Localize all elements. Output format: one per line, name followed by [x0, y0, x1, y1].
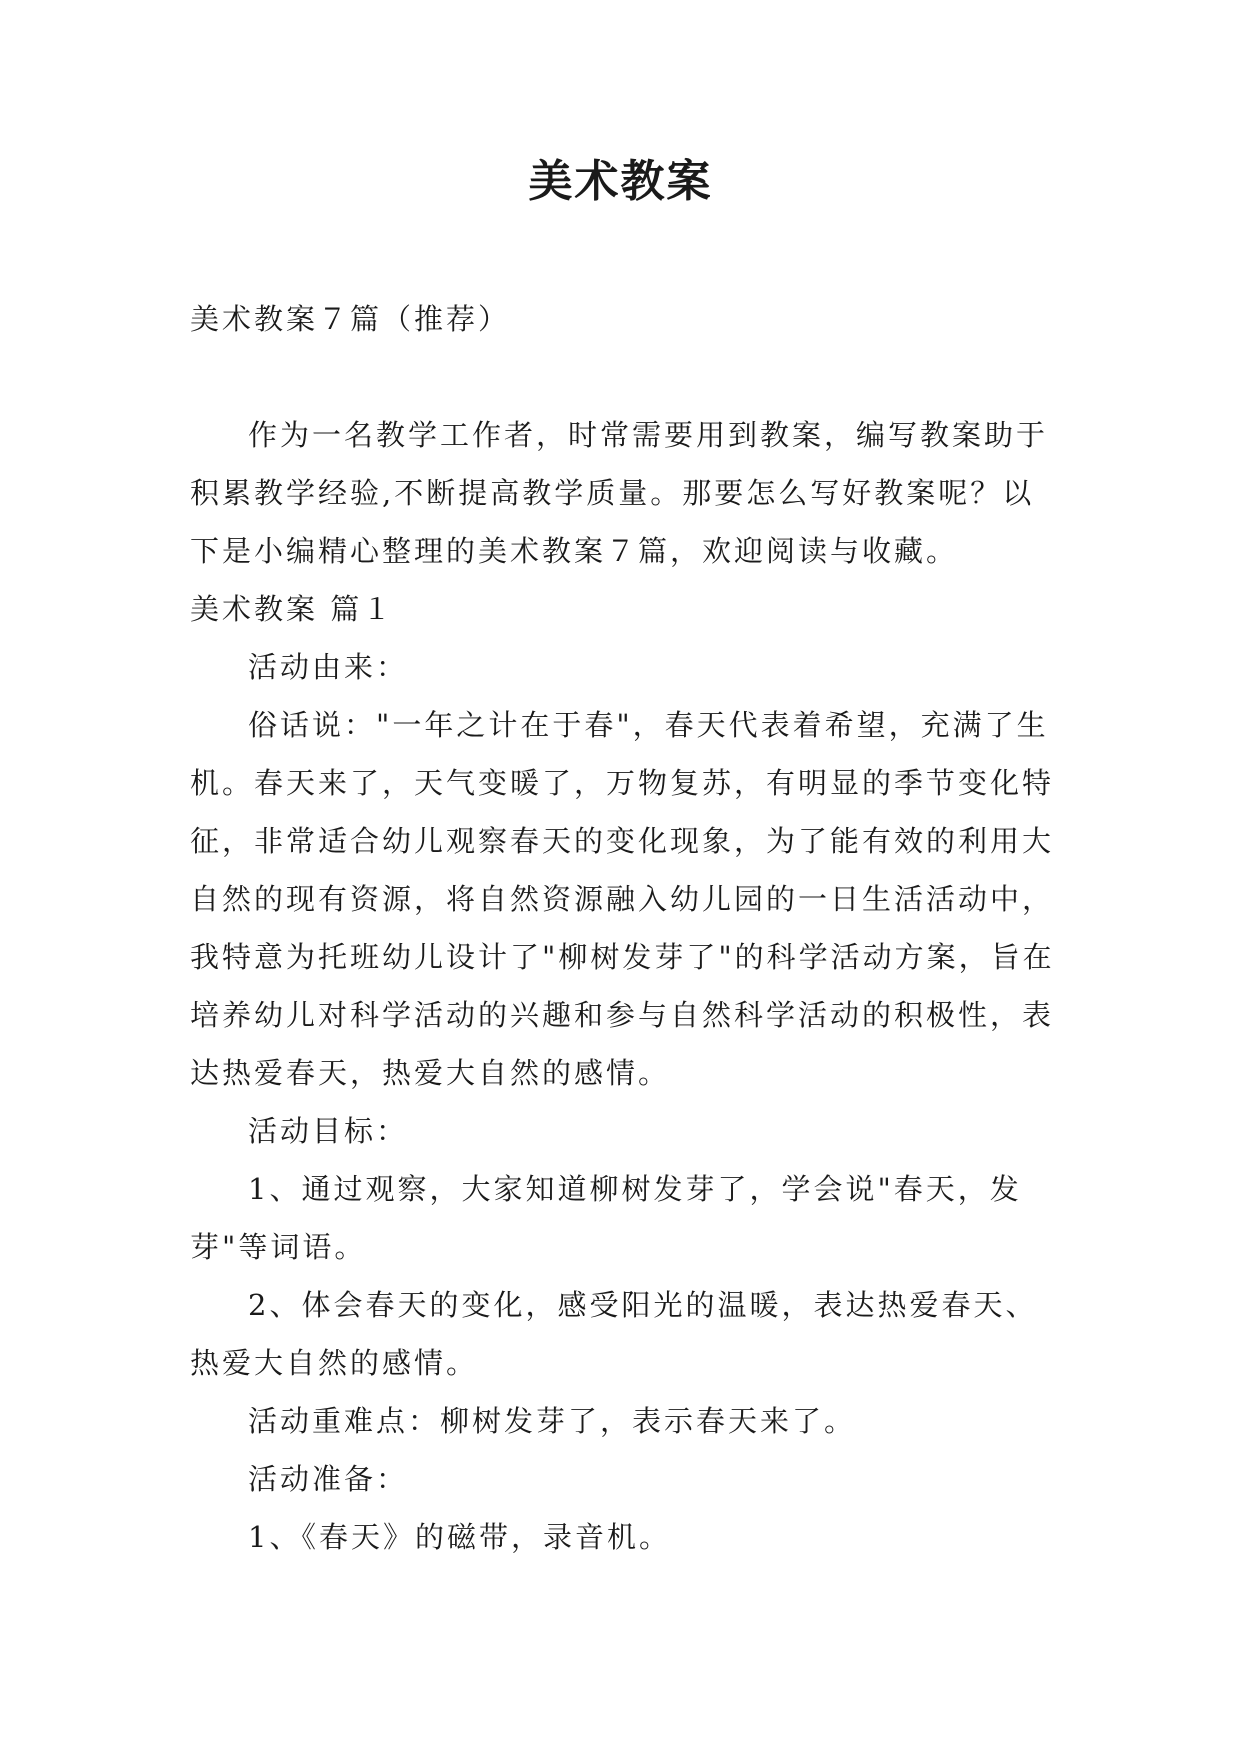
subheading-activity-origin: 活动由来： — [248, 650, 409, 684]
paragraph-activity-origin: 俗话说："一年之计在于春"，春天代表着希望，充满了生机。春天来了，天气变暖了，万物复苏，有明显的季节变化特征，非常适合幼儿观察春天的变化现象，为了能有效的利用大自然的现有资源，将自然资源融入幼儿园的一日生活活动中，我特意为托班幼儿设计了"柳树发芽了"的科学活动方案，旨在培养幼儿对科学活动的兴趣和参与自然科学活动的积极性，表达热爱春天，热爱大自然的感情。 — [190, 708, 1055, 1090]
document-subtitle: 美术教案７篇（推荐） — [190, 302, 511, 336]
preparation-item-1: 1、《春天》的磁带，录音机。 — [248, 1520, 671, 1554]
document-body — [190, 290, 1058, 1566]
intro-paragraph: 作为一名教学工作者，时常需要用到教案，编写教案助于积累教学经验,不断提高教学质量。那要怎么写好教案呢？以下是小编精心整理的美术教案７篇，欢迎阅读与收藏。 — [190, 418, 1049, 568]
goal-item-2: 2、体会春天的变化，感受阳光的温暖，表达热爱春天、热爱大自然的感情。 — [190, 1288, 1038, 1380]
subheading-activity-goals: 活动目标： — [248, 1114, 409, 1148]
document-title: 美术教案 — [528, 156, 713, 207]
subheading-activity-preparation: 活动准备： — [248, 1462, 409, 1496]
section-heading: 美术教案 篇１ — [190, 592, 395, 626]
goal-item-1: 1、通过观察，大家知道柳树发芽了，学会说"春天，发芽"等词语。 — [190, 1172, 1022, 1264]
paragraph-key-points: 活动重难点：柳树发芽了，表示春天来了。 — [248, 1404, 857, 1438]
